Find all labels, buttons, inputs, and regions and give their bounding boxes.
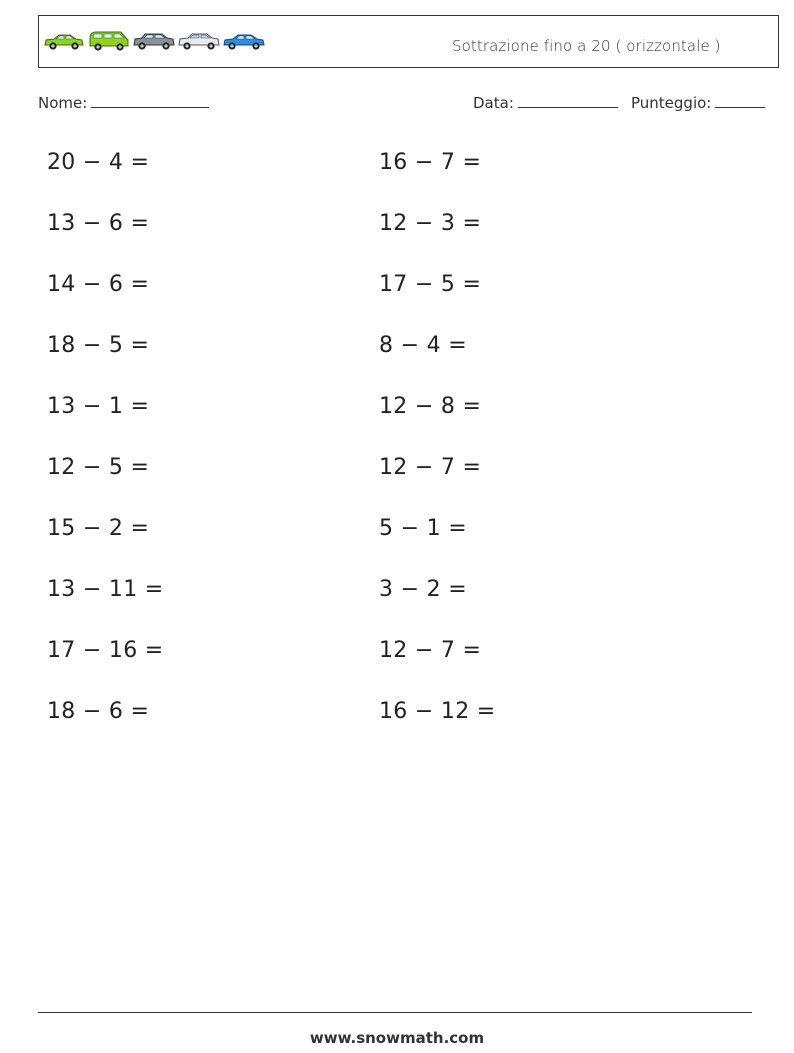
problem: 15 − 2 =: [47, 516, 150, 541]
problem: 12 − 7 =: [379, 638, 482, 663]
problem: 3 − 2 =: [379, 577, 467, 602]
date-label: Data:: [473, 94, 514, 112]
car-icon: [87, 30, 130, 52]
problem: 18 − 6 =: [47, 699, 150, 724]
problem: 16 − 7 =: [379, 150, 482, 175]
worksheet-title: Sottrazione fino a 20 ( orizzontale ): [452, 37, 721, 55]
worksheet-header: [38, 15, 779, 68]
problem: 13 − 11 =: [47, 577, 164, 602]
problem: 5 − 1 =: [379, 516, 467, 541]
problem: 8 − 4 =: [379, 333, 467, 358]
car-icon: [132, 30, 175, 52]
car-icon: [42, 30, 85, 52]
name-field: [38, 94, 209, 112]
car-icon: [222, 30, 265, 52]
problem: 12 − 3 =: [379, 211, 482, 236]
date-field: [473, 94, 618, 112]
car-icons: [42, 30, 265, 52]
score-field: [631, 94, 765, 112]
footer-divider: [38, 1012, 752, 1013]
problem: 12 − 8 =: [379, 394, 482, 419]
problem: 12 − 7 =: [379, 455, 482, 480]
name-blank[interactable]: [91, 94, 209, 108]
score-label: Punteggio:: [631, 94, 712, 112]
score-blank[interactable]: [715, 94, 765, 108]
date-blank[interactable]: [518, 94, 618, 108]
name-label: Nome:: [38, 94, 88, 112]
problem: 16 − 12 =: [379, 699, 496, 724]
footer-url[interactable]: www.snowmath.com: [309, 1029, 485, 1047]
problem: 12 − 5 =: [47, 455, 150, 480]
problem: 14 − 6 =: [47, 272, 150, 297]
problem: 17 − 5 =: [379, 272, 482, 297]
problem: 17 − 16 =: [47, 638, 164, 663]
car-icon: [177, 30, 220, 52]
problem: 13 − 1 =: [47, 394, 150, 419]
problem: 18 − 5 =: [47, 333, 150, 358]
problem: 13 − 6 =: [47, 211, 150, 236]
problem: 20 − 4 =: [47, 150, 150, 175]
